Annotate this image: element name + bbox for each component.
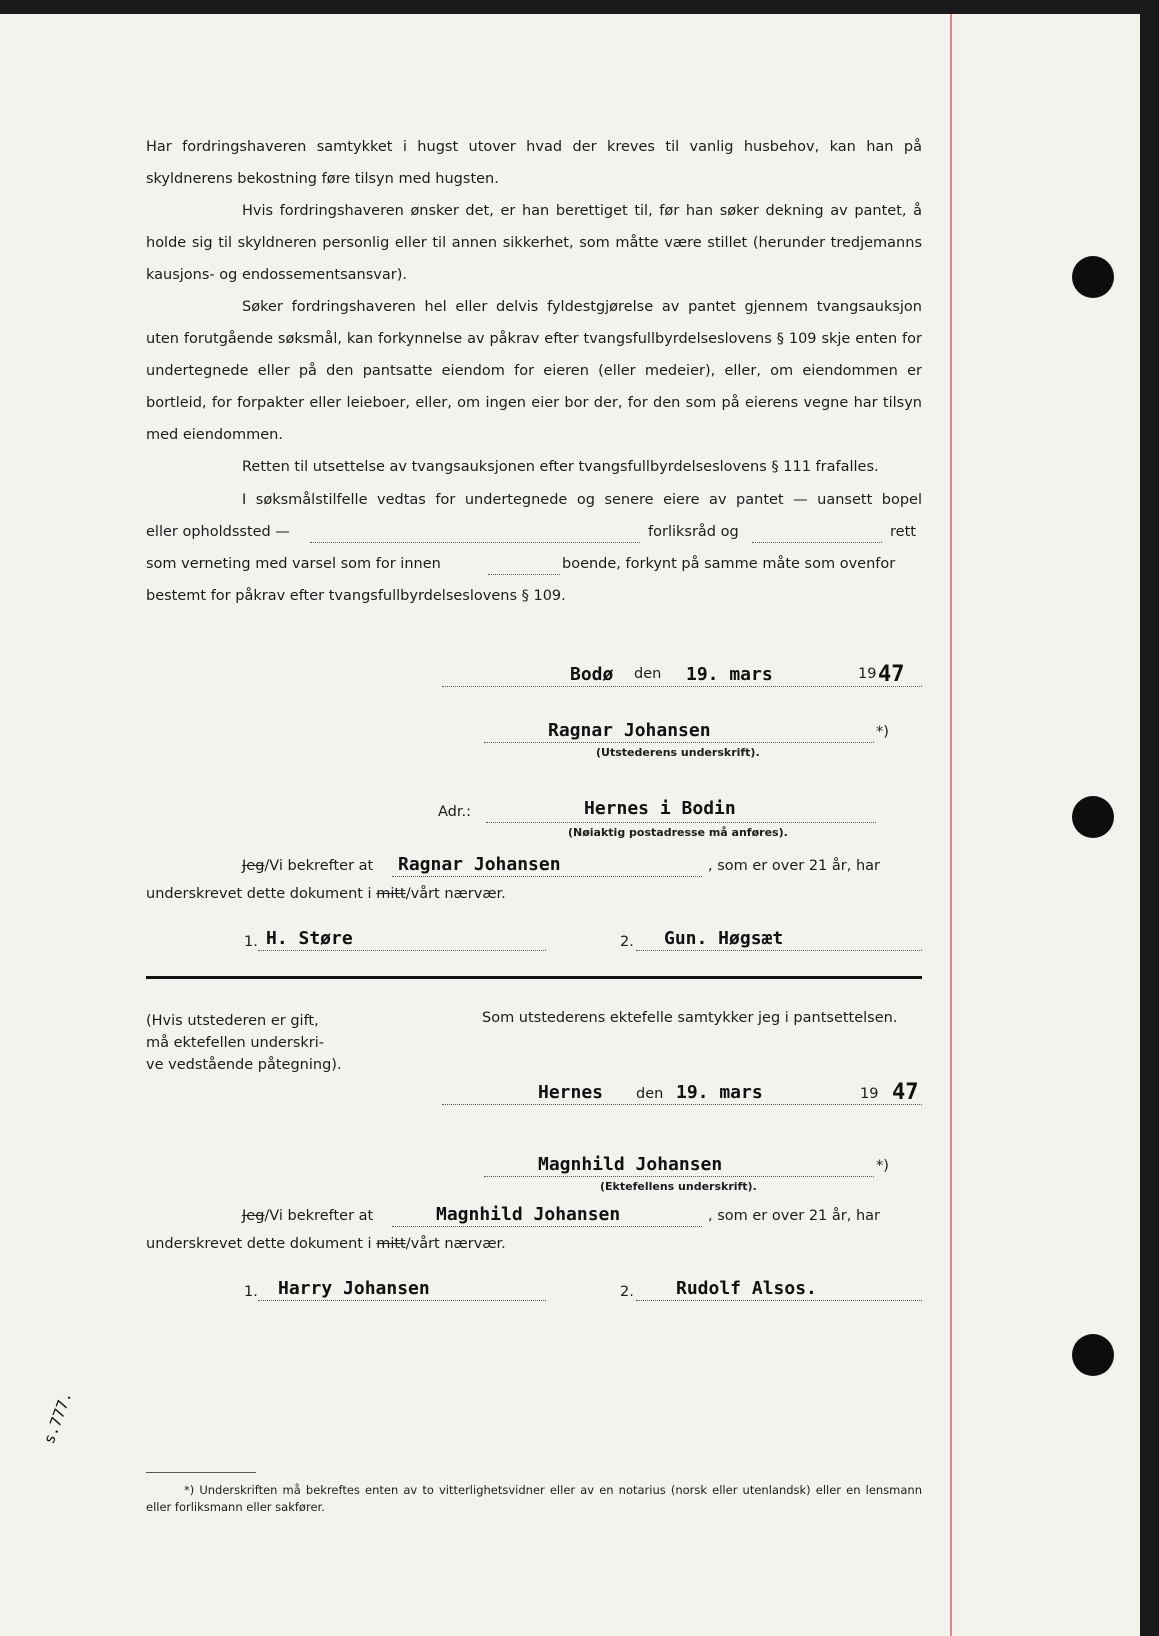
venue-line-1: I søksmålstilfelle vedtas for undertegnede og senere eiere av pantet — uansett bopel bbox=[242, 492, 922, 508]
spouse-witness-2-number: 2. bbox=[620, 1284, 634, 1300]
address-value: Hernes i Bodin bbox=[584, 798, 736, 819]
venue-line-4: bestemt for påkrav efter tvangsfullbyrdelseslovens § 109. bbox=[146, 588, 566, 604]
margin-line bbox=[950, 14, 952, 1636]
spouse-signature-caption: (Ektefellens underskrift). bbox=[600, 1180, 757, 1193]
spouse-witness-strike: Jeg bbox=[242, 1208, 265, 1224]
spouse-note bbox=[146, 1010, 342, 1076]
spouse-year-suffix: 47 bbox=[892, 1080, 919, 1105]
issuer-year-suffix: 47 bbox=[878, 662, 905, 687]
issuer-witness-2-signature: Gun. Høgsæt bbox=[664, 928, 784, 949]
spouse-witness-subject: Magnhild Johansen bbox=[436, 1204, 621, 1225]
spouse-witness-line2 bbox=[146, 1236, 506, 1252]
issuer-place: Bodø bbox=[570, 664, 614, 685]
spouse-date: 19. mars bbox=[676, 1082, 763, 1103]
issuer-witness-2-line bbox=[636, 950, 922, 951]
issuer-signature: Ragnar Johansen bbox=[548, 720, 711, 741]
issuer-year-prefix: 19 bbox=[858, 666, 877, 682]
spouse-note-line-3: ve vedstående påtegning). bbox=[146, 1057, 342, 1073]
venue-line-2a: eller opholdssted — bbox=[146, 524, 290, 540]
issuer-signature-caption: (Utstederens underskrift). bbox=[596, 746, 760, 759]
spouse-note-line-2: må ektefellen underskri- bbox=[146, 1035, 324, 1051]
issuer-witness-strike: Jeg bbox=[242, 858, 265, 874]
spouse-witness-intro-rest: /Vi bekrefter at bbox=[264, 1208, 374, 1224]
spouse-note-line-1: (Hvis utstederen er gift, bbox=[146, 1013, 319, 1029]
issuer-witness-subject-line bbox=[392, 876, 702, 877]
spouse-witness-1-signature: Harry Johansen bbox=[278, 1278, 430, 1299]
issuer-witness-line2-b: /vårt nærvær. bbox=[405, 886, 506, 902]
spouse-signature-asterisk: *) bbox=[876, 1158, 889, 1174]
paragraph-utsettelse: Retten til utsettelse av tvangsauksjonen efter tvangsfullbyrdelseslovens § 111 frafalles. bbox=[242, 459, 879, 475]
address-caption: (Nøiaktig postadresse må anføres). bbox=[568, 826, 788, 839]
venue-blank-1 bbox=[310, 542, 640, 543]
margin-annotation: s.777. bbox=[40, 1389, 76, 1447]
address-line bbox=[486, 822, 876, 823]
paragraph-sikkerhet: Hvis fordringshaveren ønsker det, er han berettiget til, før han søker dekning av pantet, å holde sig til skyldneren personlig eller til annen sikkerhet, som måtte være stillet (herunder tredjemanns kausjons- og endossementsansvar). bbox=[146, 203, 922, 283]
issuer-witness-intro bbox=[242, 858, 373, 874]
spouse-place: Hernes bbox=[538, 1082, 604, 1103]
spouse-date-line bbox=[442, 1104, 922, 1105]
spouse-witness-line2-b: /vårt nærvær. bbox=[405, 1236, 506, 1252]
issuer-witness-line2 bbox=[146, 886, 506, 902]
venue-line-3b: boende, forkynt på samme måte som ovenfor bbox=[562, 556, 896, 572]
punch-hole-bottom bbox=[1072, 1334, 1114, 1376]
issuer-witness-1-number: 1. bbox=[244, 934, 258, 950]
spouse-witness-subject-line bbox=[392, 1226, 702, 1227]
issuer-witness-1-signature: H. Støre bbox=[266, 928, 353, 949]
section-divider bbox=[146, 976, 922, 979]
spouse-year-prefix: 19 bbox=[860, 1086, 879, 1102]
venue-line-3a: som verneting med varsel som for innen bbox=[146, 556, 441, 572]
issuer-witness-intro-rest: /Vi bekrefter at bbox=[264, 858, 374, 874]
spouse-witness-1-number: 1. bbox=[244, 1284, 258, 1300]
address-label: Adr.: bbox=[438, 804, 471, 820]
punch-hole-middle bbox=[1072, 796, 1114, 838]
issuer-witness-2-number: 2. bbox=[620, 934, 634, 950]
spouse-witness-2-line bbox=[636, 1300, 922, 1301]
issuer-date: 19. mars bbox=[686, 664, 773, 685]
paragraph-hugst: Har fordringshaveren samtykket i hugst utover hvad der kreves til vanlig husbehov, kan han på skyldnerens bekostning føre tilsyn med hugsten. bbox=[146, 139, 922, 187]
issuer-witness-line2-strike: mitt bbox=[376, 886, 406, 902]
spouse-signature: Magnhild Johansen bbox=[538, 1154, 723, 1175]
venue-blank-2 bbox=[752, 542, 882, 543]
issuer-witness-age: , som er over 21 år, har bbox=[708, 858, 880, 874]
spouse-signature-line bbox=[484, 1176, 874, 1177]
paragraph-tvangsauksjon: Søker fordringshaveren hel eller delvis fyldestgjørelse av pantet gjennem tvangsauksjon uten forutgående søksmål, kan forkynnelse av påkrav efter tvangsfullbyrdelseslovens § 109 skje enten for undertegnede eller på den pantsatte eiendom for eieren (eller medeier), eller, om eiendommen er bortleid, for forpakter eller leieboer, eller, om ingen eier bor der, for den som på eierens vegne har tilsyn med eiendommen. bbox=[146, 299, 922, 443]
punch-hole-top bbox=[1072, 256, 1114, 298]
spouse-witness-1-line bbox=[258, 1300, 546, 1301]
venue-line-2b: forliksråd og bbox=[648, 524, 739, 540]
issuer-witness-1-line bbox=[258, 950, 546, 951]
issuer-witness-subject: Ragnar Johansen bbox=[398, 854, 561, 875]
issuer-den-label: den bbox=[634, 666, 662, 682]
spouse-witness-intro bbox=[242, 1208, 373, 1224]
venue-blank-3 bbox=[488, 574, 560, 575]
spouse-witness-2-signature: Rudolf Alsos. bbox=[676, 1278, 817, 1299]
spouse-witness-line2-strike: mitt bbox=[376, 1236, 406, 1252]
spouse-den-label: den bbox=[636, 1086, 664, 1102]
spouse-consent: Som utstederens ektefelle samtykker jeg i pantsettelsen. bbox=[482, 1010, 898, 1026]
venue-line-2c: rett bbox=[890, 524, 916, 540]
issuer-signature-line bbox=[484, 742, 874, 743]
footnote-rule bbox=[146, 1472, 256, 1473]
issuer-date-line bbox=[442, 686, 922, 687]
issuer-witness-line2-a: underskrevet dette dokument i bbox=[146, 886, 372, 902]
spouse-witness-age: , som er over 21 år, har bbox=[708, 1208, 880, 1224]
issuer-signature-asterisk: *) bbox=[876, 724, 889, 740]
footnote: *) Underskriften må bekreftes enten av to vitterlighetsvidner eller av en notarius (norsk eller utenlandsk) eller en lensmann eller forliksmann eller sakfører. bbox=[146, 1483, 922, 1514]
spouse-witness-line2-a: underskrevet dette dokument i bbox=[146, 1236, 372, 1252]
